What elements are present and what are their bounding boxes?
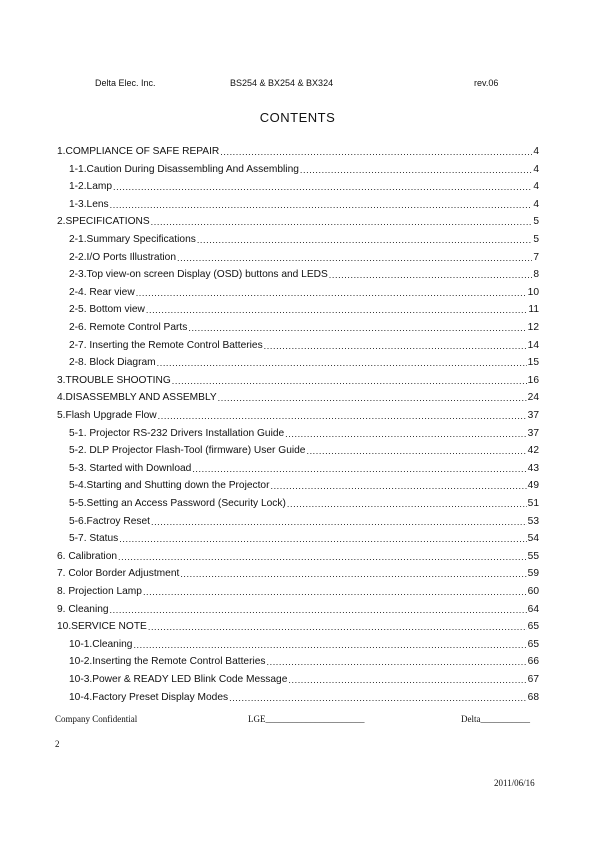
toc-entry[interactable]: [57, 550, 539, 564]
toc-entry-label: 5-5.Setting an Access Password (Security Lock): [69, 498, 286, 509]
toc-entry[interactable]: [69, 444, 539, 458]
toc-entry[interactable]: [57, 391, 539, 405]
toc-entry-label: 1.COMPLIANCE OF SAFE REPAIR: [57, 146, 220, 157]
toc-entry-page: 10: [527, 286, 539, 298]
toc-leader-dots: [197, 233, 533, 247]
toc-entry-label: 1-2.Lamp: [69, 181, 113, 193]
toc-entry-label: 2-8. Block Diagram: [69, 357, 156, 369]
toc-leader-dots: [113, 180, 532, 194]
toc-entry-page: 42: [527, 445, 539, 457]
toc-entry-page: 64: [527, 603, 539, 615]
toc-entry-page: 4: [533, 181, 539, 193]
toc-entry-page: 67: [527, 674, 539, 685]
toc-leader-dots: [180, 567, 526, 581]
toc-leader-dots: [110, 198, 533, 212]
toc-entry-label: 2-1.Summary Specifications: [69, 234, 196, 245]
toc-entry-label: 10-2.Inserting the Remote Control Batteries: [69, 656, 266, 668]
toc-entry-label: 9. Cleaning: [57, 603, 109, 615]
toc-entry[interactable]: [69, 655, 539, 669]
toc-leader-dots: [148, 620, 527, 634]
toc-entry[interactable]: [69, 321, 539, 335]
toc-entry-page: 65: [527, 638, 539, 650]
toc-entry-page: 65: [527, 621, 539, 633]
toc-entry-label: 3.TROUBLE SHOOTING: [57, 374, 171, 386]
toc-entry-page: 60: [527, 586, 539, 597]
toc-entry-label: 2.SPECIFICATIONS: [57, 216, 150, 228]
footer-delta-signature: Delta___________: [461, 714, 530, 724]
toc-entry[interactable]: [69, 286, 539, 300]
toc-entry-page: 59: [527, 568, 539, 580]
toc-leader-dots: [146, 303, 528, 317]
toc-entry[interactable]: [69, 198, 539, 212]
toc-leader-dots: [229, 691, 527, 705]
toc-entry-label: 2-7. Inserting the Remote Control Batteries: [69, 339, 263, 351]
toc-entry-label: 5-1. Projector RS-232 Drivers Installation Guide: [69, 427, 285, 439]
toc-entry[interactable]: [69, 339, 539, 353]
toc-entry[interactable]: [57, 145, 539, 159]
page-number: 2: [55, 739, 60, 749]
toc-entry[interactable]: [69, 303, 539, 317]
toc-entry[interactable]: [69, 356, 539, 370]
toc-leader-dots: [177, 251, 532, 265]
toc-entry-label: 10-4.Factory Preset Display Modes: [69, 691, 229, 703]
toc-entry-label: 10.SERVICE NOTE: [57, 621, 147, 633]
toc-entry-page: 8: [533, 269, 539, 281]
toc-entry[interactable]: [57, 215, 539, 229]
toc-entry-label: 2-3.Top view-on screen Display (OSD) buttons and LEDS: [69, 269, 328, 281]
toc-entry[interactable]: [69, 479, 539, 493]
footer-lge-signature: LGE______________________: [248, 714, 365, 724]
header-revision: rev.06: [474, 78, 499, 88]
toc-entry[interactable]: [57, 567, 539, 581]
toc-entry-label: 5-4.Starting and Shutting down the Projector: [69, 480, 270, 492]
toc-entry-label: 10-3.Power & READY LED Blink Code Message: [69, 674, 288, 685]
toc-entry-label: 5.Flash Upgrade Flow: [57, 410, 157, 421]
toc-entry-page: 66: [527, 656, 539, 668]
toc-entry-label: 1-3.Lens: [69, 198, 109, 210]
toc-entry-label: 4.DISASSEMBLY AND ASSEMBLY: [57, 392, 217, 404]
toc-leader-dots: [270, 479, 526, 493]
toc-entry-page: 51: [527, 498, 539, 509]
toc-leader-dots: [188, 321, 526, 335]
toc-leader-dots: [158, 409, 527, 423]
toc-leader-dots: [110, 603, 527, 617]
toc-entry[interactable]: [69, 691, 539, 705]
toc-entry[interactable]: [57, 620, 539, 634]
toc-entry-page: 16: [527, 374, 539, 386]
toc-entry[interactable]: [69, 180, 539, 194]
toc-entry[interactable]: [69, 462, 539, 476]
toc-entry-label: 10-1.Cleaning: [69, 638, 133, 650]
toc-entry-label: 6. Calibration: [57, 550, 118, 562]
toc-leader-dots: [157, 356, 527, 370]
toc-entry[interactable]: [69, 497, 539, 511]
toc-entry[interactable]: [57, 374, 539, 388]
toc-entry-label: 2-6. Remote Control Parts: [69, 322, 188, 333]
toc-leader-dots: [220, 145, 532, 159]
toc-entry-page: 4: [533, 163, 539, 175]
toc-entry[interactable]: [69, 427, 539, 441]
toc-entry[interactable]: [69, 268, 539, 282]
toc-leader-dots: [172, 374, 527, 388]
toc-leader-dots: [218, 391, 527, 405]
toc-leader-dots: [267, 655, 527, 669]
toc-entry-page: 54: [527, 533, 539, 545]
toc-entry[interactable]: [69, 638, 539, 652]
toc-entry-page: 4: [533, 146, 539, 157]
toc-leader-dots: [151, 515, 527, 529]
toc-leader-dots: [119, 532, 526, 546]
toc-leader-dots: [288, 673, 526, 687]
toc-entry-page: 24: [527, 392, 539, 404]
toc-entry[interactable]: [69, 163, 539, 177]
toc-entry-page: 11: [528, 304, 539, 316]
toc-entry-page: 68: [527, 691, 539, 703]
toc-entry-page: 55: [527, 550, 539, 562]
toc-entry-label: 5-2. DLP Projector Flash-Tool (firmware) User Guide: [69, 445, 306, 457]
toc-entry-page: 12: [527, 322, 539, 333]
toc-leader-dots: [300, 163, 532, 177]
toc-entry[interactable]: [69, 532, 539, 546]
toc-entry-label: 5-6.Factroy Reset: [69, 515, 150, 527]
toc-entry-page: 7: [533, 251, 539, 263]
toc-entry-page: 5: [533, 234, 539, 245]
toc-leader-dots: [287, 497, 527, 511]
toc-leader-dots: [136, 286, 527, 300]
toc-entry-page: 4: [533, 198, 539, 210]
toc-entry[interactable]: [57, 409, 539, 423]
toc-leader-dots: [306, 444, 526, 458]
toc-entry-page: 14: [527, 339, 539, 351]
footer-confidential: Company Confidential: [55, 714, 138, 724]
toc-entry[interactable]: [69, 233, 539, 247]
toc-leader-dots: [192, 462, 526, 476]
page-title: CONTENTS: [259, 110, 336, 125]
toc-entry[interactable]: [69, 251, 539, 265]
toc-entry-label: 2-4. Rear view: [69, 286, 135, 298]
toc-leader-dots: [329, 268, 533, 282]
toc-entry-page: 43: [527, 462, 539, 474]
toc-entry[interactable]: [57, 585, 539, 599]
toc-entry-page: 15: [527, 357, 539, 369]
toc-entry-page: 49: [527, 480, 539, 492]
toc-leader-dots: [285, 427, 526, 441]
toc-leader-dots: [151, 215, 533, 229]
toc-entry-label: 7. Color Border Adjustment: [57, 568, 180, 580]
header-company: Delta Elec. Inc.: [95, 78, 156, 88]
toc-entry[interactable]: [69, 673, 539, 687]
toc-entry-label: 8. Projection Lamp: [57, 586, 142, 597]
toc-entry[interactable]: [69, 515, 539, 529]
toc-leader-dots: [118, 550, 527, 564]
toc-entry[interactable]: [57, 603, 539, 617]
toc-leader-dots: [133, 638, 526, 652]
footer-date: 2011/06/16: [494, 778, 535, 788]
toc-entry-page: 37: [527, 410, 539, 421]
toc-entry-page: 5: [533, 216, 539, 228]
toc-entry-label: 2-5. Bottom view: [69, 304, 145, 316]
toc-entry-label: 5-3. Started with Download: [69, 462, 192, 474]
toc-leader-dots: [264, 339, 527, 353]
toc-entry-page: 53: [527, 515, 539, 527]
header-model: BS254 & BX254 & BX324: [230, 78, 334, 88]
toc-entry-label: 5-7. Status: [69, 533, 119, 545]
toc-entry-label: 2-2.I/O Ports Illustration: [69, 251, 177, 263]
toc-entry-label: 1-1.Caution During Disassembling And Assembling: [69, 163, 299, 175]
toc-entry-page: 37: [527, 427, 539, 439]
toc-leader-dots: [143, 585, 527, 599]
